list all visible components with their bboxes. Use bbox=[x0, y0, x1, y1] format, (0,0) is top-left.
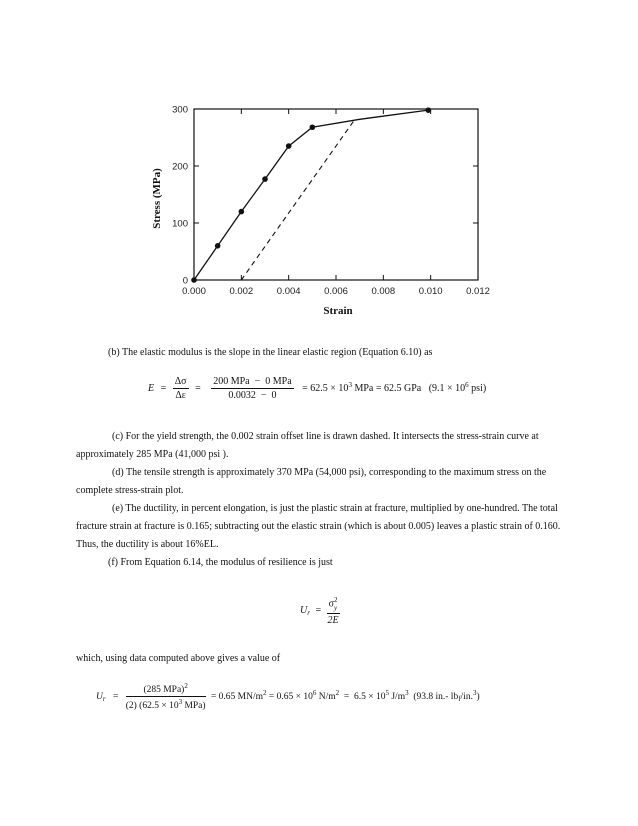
eq3-rhs-c-exp: 2 bbox=[335, 688, 340, 697]
eq1-frac1 bbox=[173, 376, 189, 401]
equation-resilience-value bbox=[96, 682, 480, 711]
eq3-lhs bbox=[96, 692, 106, 702]
data-point bbox=[191, 277, 197, 283]
eq2-eq: = bbox=[315, 605, 322, 617]
para-d-text: (d) The tensile strength is approximately 370 MPa (54,000 psi), corresponding to the maximum stress on the complete stress-strain plot. bbox=[76, 467, 547, 496]
eq1-frac1-num: Δσ bbox=[174, 376, 187, 387]
para-e bbox=[76, 500, 564, 554]
eq3-rhs-b: = 0.65 × 10 bbox=[266, 691, 313, 702]
eq3-num-a: (285 MPa) bbox=[143, 685, 185, 695]
y-axis-label: Stress (MPa) bbox=[151, 168, 163, 229]
y-tick-label: 100 bbox=[172, 218, 188, 230]
plot-frame bbox=[194, 109, 478, 280]
eq3-eq: = bbox=[112, 691, 119, 702]
para-d bbox=[76, 464, 564, 500]
para-b bbox=[108, 344, 588, 362]
eq3-rhs bbox=[210, 688, 480, 703]
eq3-rhs-a: = 0.65 MN/m bbox=[210, 691, 264, 702]
para-e-text: (e) The ductility, in percent elongation, is just the plastic strain at fracture, multiplied by one-hundred. The total fracture strain at fracture is 0.165; subtracting out the elastic strain (which is about 0.005) leaves a plastic strain of 0.160. Thus, the ductility is about 16%EL. bbox=[76, 503, 561, 550]
eq1-rhs-a: = 62.5 × 10 bbox=[302, 382, 349, 394]
x-tick-label: 0.006 bbox=[324, 286, 348, 297]
eq1-rhs-c: psi) bbox=[468, 382, 487, 394]
eq3-lhs-sub: r bbox=[102, 694, 106, 703]
x-axis-label: Strain bbox=[323, 305, 353, 317]
data-point bbox=[310, 124, 316, 130]
eq1-rhs bbox=[302, 380, 487, 394]
y-tick-label: 0 bbox=[182, 275, 188, 287]
eq1-rhs-b-exp: 6 bbox=[465, 380, 469, 389]
y-tick-label: 300 bbox=[172, 104, 188, 116]
equation-elastic-modulus bbox=[148, 376, 486, 401]
data-point bbox=[286, 143, 292, 149]
eq3-lhs-u: U bbox=[96, 691, 103, 702]
eq2-num-sup: 2 bbox=[334, 596, 338, 604]
data-point bbox=[426, 107, 432, 113]
data-series bbox=[191, 107, 431, 282]
para-f bbox=[108, 554, 578, 572]
eq3-rhs-f-sub: f bbox=[458, 694, 461, 703]
x-tick-label: 0.002 bbox=[229, 286, 254, 297]
eq3-den bbox=[126, 697, 206, 711]
eq1-eq2: = bbox=[195, 382, 201, 394]
para-c-text: (c) For the yield strength, the 0.002 strain offset line is drawn dashed. It intersects the stress-strain curve at approximately 285 MPa (41,000 psi ). bbox=[76, 431, 539, 460]
x-tick-label: 0.008 bbox=[371, 286, 396, 297]
offset-line bbox=[241, 119, 355, 280]
eq1-frac2 bbox=[211, 376, 293, 401]
x-tick-label: 0.004 bbox=[276, 286, 301, 297]
eq1-eq: = bbox=[160, 382, 167, 394]
eq3-den-a: (2) (62.5 × 10 bbox=[125, 701, 179, 711]
eq3-rhs-c: N/m bbox=[316, 691, 336, 702]
eq1-frac2-num: 200 MPa − 0 MPa bbox=[213, 376, 292, 387]
eq2-frac bbox=[327, 596, 340, 626]
eq3-rhs-d: = 6.5 × 10 bbox=[339, 691, 386, 702]
eq3-rhs-b-exp: 6 bbox=[312, 688, 317, 697]
eq3-rhs-e: J/m bbox=[388, 691, 406, 702]
eq3-rhs-f: (93.8 in.- lb bbox=[408, 691, 459, 702]
eq1-rhs-b: MPa = 62.5 GPa (9.1 × 10 bbox=[351, 382, 466, 394]
eq2-lhs-sub: r bbox=[307, 609, 310, 618]
eq1-frac1-den: Δε bbox=[175, 390, 186, 401]
eq3-rhs-a-exp: 2 bbox=[263, 688, 267, 697]
para-which bbox=[76, 650, 546, 668]
eq3-num bbox=[126, 682, 206, 697]
para-c bbox=[76, 428, 564, 464]
data-point bbox=[262, 176, 268, 182]
eq1-lhs: E bbox=[148, 382, 155, 394]
x-tick-label: 0.010 bbox=[418, 286, 443, 297]
para-b-text: (b) The elastic modulus is the slope in the linear elastic region (Equation 6.10) as bbox=[108, 347, 433, 358]
eq2-lhs-u: U bbox=[300, 605, 308, 617]
eq3-rhs-g-exp: 3 bbox=[472, 688, 477, 697]
eq2-den: 2E bbox=[327, 615, 339, 626]
eq2-num bbox=[327, 596, 340, 614]
equation-resilience bbox=[300, 596, 340, 626]
eq3-rhs-e-exp: 3 bbox=[405, 688, 409, 697]
stress-strain-curve bbox=[194, 110, 428, 280]
eq3-frac bbox=[126, 682, 206, 711]
x-tick-label: 0.000 bbox=[182, 286, 206, 297]
plot-border bbox=[194, 109, 478, 280]
data-point bbox=[239, 209, 245, 215]
eq2-lhs bbox=[300, 605, 310, 616]
eq3-rhs-d-exp: 5 bbox=[385, 688, 389, 697]
eq3-num-exp: 2 bbox=[184, 682, 188, 690]
eq3-den-b: MPa) bbox=[182, 701, 206, 711]
eq1-rhs-a-exp: 3 bbox=[348, 380, 352, 389]
x-tick-label: 0.012 bbox=[466, 286, 490, 297]
para-which-text: which, using data computed above gives a value of bbox=[76, 653, 281, 664]
eq2-num-sub: y bbox=[334, 604, 338, 612]
eq3-rhs-g: /in. bbox=[460, 691, 473, 702]
axis-ticks bbox=[172, 105, 490, 298]
y-tick-label: 200 bbox=[172, 161, 188, 173]
eq2-sigma: σ bbox=[328, 598, 334, 610]
eq3-den-exp: 3 bbox=[178, 698, 183, 706]
stress-strain-chart bbox=[0, 0, 638, 340]
eq3-rhs-h: ) bbox=[476, 691, 480, 702]
eq1-frac2-den: 0.0032 − 0 bbox=[228, 390, 277, 401]
para-f-text: (f) From Equation 6.14, the modulus of resilience is just bbox=[108, 557, 333, 568]
data-point bbox=[215, 243, 221, 249]
